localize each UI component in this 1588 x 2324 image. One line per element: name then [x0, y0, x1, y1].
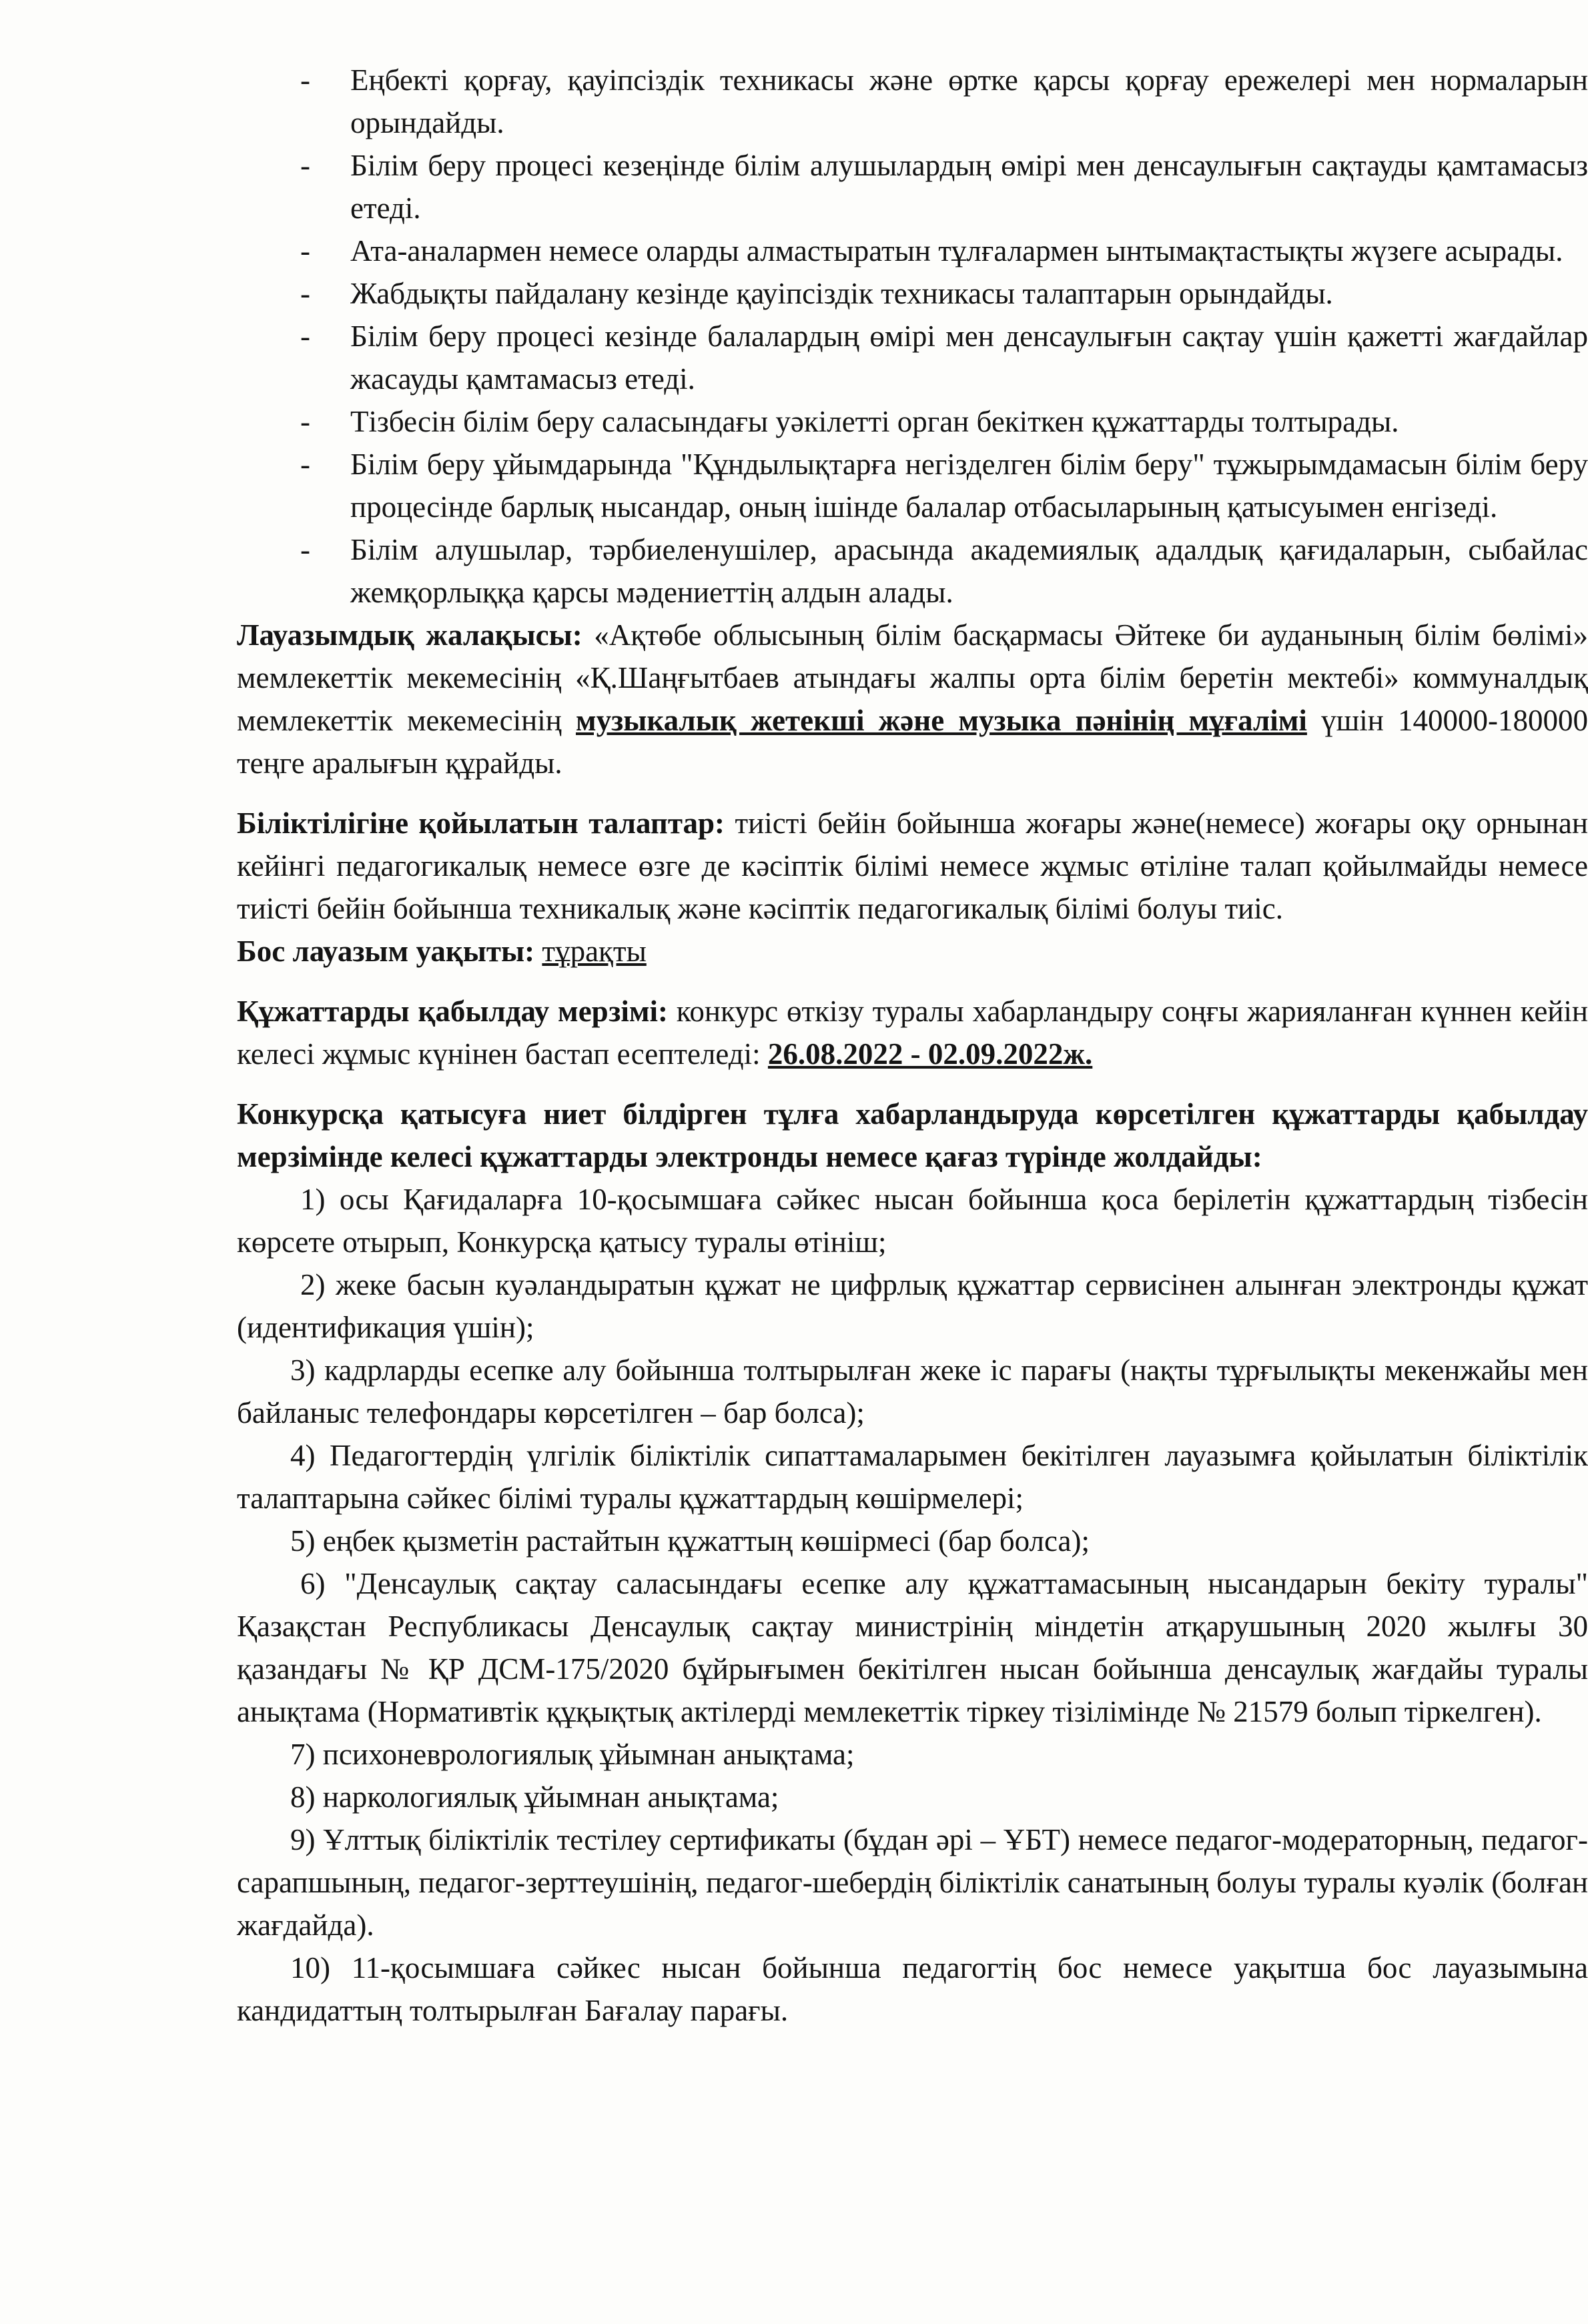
duty-text: Ата-аналармен немесе оларды алмастыратын тұлғалармен ынтымақтастықты жүзеге асырады.	[350, 234, 1563, 267]
bullet-dash: -	[300, 533, 310, 566]
qualification-paragraph	[237, 802, 1588, 930]
list-item: 4) Педагогтердің үлгілік біліктілік сипаттамаларымен бекітілген лауазымға қойылатын біліктілік талаптарына сәйкес білімі туралы құжаттардың көшірмелері;	[237, 1439, 1588, 1515]
bullet-dash: -	[300, 277, 310, 310]
bullet-dash: -	[300, 63, 310, 97]
duty-text: Білім беру ұйымдарында "Құндылықтарға негізделген білім беру" тұжырымдамасын білім беру процесінде барлық нысандар, оның ішінде балалар отбасыларының қатысуымен енгізеді.	[350, 448, 1588, 524]
list-item: 1) осы Қағидаларға 10-қосымшаға сәйкес нысан бойынша қоса берілетін құжаттардың тізбесін көрсете отырып, Конкурсқа қатысу туралы өтініш;	[237, 1183, 1588, 1259]
deadline-paragraph	[237, 990, 1588, 1075]
duty-text: Еңбекті қорғау, қауіпсіздік техникасы және өртке қарсы қорғау ережелері мен нормаларын орындайды.	[350, 63, 1588, 139]
list-item: 5) еңбек қызметін растайтын құжаттың көшірмесі (бар болса);	[290, 1524, 1090, 1558]
duty-text: Білім беру процесі кезінде балалардың өмірі мен денсаулығын сақтау үшін қажетті жағдайлар жасауды қамтамасыз етеді.	[350, 320, 1588, 396]
list-item: 9) Ұлттық біліктілік тестілеу сертификаты (бұдан әрі – ҰБТ) немесе педагог-модераторның, педагог-сарапшының, педагог-зерттеушінің, педагог-шебердің біліктілік санатының болуы туралы куәлік (болған жағдайда).	[237, 1823, 1588, 1942]
list-item	[237, 144, 1588, 229]
list-item: 6) "Денсаулық сақтау саласындағы есепке алу құжаттамасының нысандарын бекіту туралы" Қазақстан Республикасы Денсаулық сақтау министрінің міндетін атқарушының 2020 жылғы 30 қазандағы № ҚР ДСМ-175/2020 бұйрығымен бекітілген нысан бойынша денсаулық жағдайы туралы анықтама (Нормативтік құқықтық актілерді мемлекеттік тіркеу тізілімінде № 21579 болып тіркелген).	[237, 1567, 1588, 1728]
duty-text: Жабдықты пайдалану кезінде қауіпсіздік техникасы талаптарын орындайды.	[350, 277, 1333, 310]
duty-text: Тізбесін білім беру саласындағы уәкілетті орган бекіткен құжаттарды толтырады.	[350, 405, 1399, 438]
list-item: 2) жеке басын куәландыратын құжат не цифрлық құжаттар сервисінен алынған электронды құжат (идентификация үшін);	[237, 1268, 1588, 1344]
vacancy-label: Бос лауазым уақыты:	[237, 935, 535, 968]
duty-text: Білім алушылар, тәрбиеленушілер, арасында академиялық адалдық қағидаларын, сыбайлас жемқорлыққа қарсы мәдениеттің алдын алады.	[350, 533, 1588, 609]
deadline-label: Құжаттарды қабылдау мерзімі:	[237, 995, 668, 1028]
duties-list	[237, 59, 1588, 614]
list-item	[237, 443, 1588, 528]
vacancy-paragraph	[237, 930, 1588, 973]
list-item	[237, 229, 1588, 272]
deadline-text: конкурс өткізу туралы хабарландыру соңғы жарияланған күннен кейін келесі жұмыс күнінен бастап есептеледі:	[237, 995, 1588, 1071]
duty-text: Білім беру процесі кезеңінде білім алушылардың өмірі мен денсаулығын сақтауды қамтамасыз етеді.	[350, 149, 1588, 225]
salary-paragraph	[237, 614, 1588, 784]
list-item: 10) 11-қосымшаға сәйкес нысан бойынша педагогтің бос немесе уақытша бос лауазымына кандидаттың толтырылған Бағалау парағы.	[237, 1951, 1588, 2027]
qualification-text: тиісті бейін бойынша жоғары және(немесе) жоғары оқу орнынан кейінгі педагогикалық немесе өзге де кәсіптік білімі немесе жұмыс өтіліне талап қойылмайды немесе тиісті бейін бойынша техникалық және кәсіптік педагогикалық білімі болуы тиіс.	[237, 806, 1588, 925]
list-item	[237, 400, 1588, 443]
bullet-dash: -	[300, 149, 310, 182]
bullet-dash: -	[300, 234, 310, 267]
deadline-dates: 26.08.2022 - 02.09.2022ж.	[767, 1037, 1093, 1071]
position-title: музыкалық жетекші және музыка пәнінің мұғалімі	[576, 704, 1307, 737]
list-item	[237, 528, 1588, 614]
bullet-dash: -	[300, 448, 310, 481]
document-page	[237, 59, 1588, 2032]
list-item	[237, 272, 1588, 315]
vacancy-value: тұрақты	[542, 935, 647, 968]
salary-tail: үшін 140000-180000 теңге аралығын құрайды.	[237, 704, 1588, 780]
list-item: 7) психоневрологиялық ұйымнан анықтама;	[290, 1738, 855, 1771]
salary-label: Лауазымдық жалақысы:	[237, 618, 582, 652]
salary-text: «Ақтөбе облысының білім басқармасы Әйтеке би ауданының білім бөлімі» мемлекеттік мекемесінің «Қ.Шаңғытбаев атындағы жалпы орта білім беретін мектебі» коммуналдық мемлекеттік мекемесінің	[237, 618, 1588, 737]
bullet-dash: -	[300, 405, 310, 438]
documents-list	[237, 1178, 1588, 2032]
documents-heading: Конкурсқа қатысуға ниет білдірген тұлға хабарландыруда көрсетілген құжаттарды қабылдау мерзімінде келесі құжаттарды электронды немесе қағаз түрінде жолдайды:	[237, 1097, 1588, 1173]
bullet-dash: -	[300, 320, 310, 353]
list-item: 8) наркологиялық ұйымнан анықтама;	[290, 1780, 779, 1814]
list-item	[237, 315, 1588, 400]
qualification-label: Біліктілігіне қойылатын талаптар:	[237, 806, 725, 840]
list-item	[237, 59, 1588, 144]
list-item: 3) кадрларды есепке алу бойынша толтырылған жеке іс парағы (нақты тұрғылықты мекенжайы мен байланыс телефондары көрсетілген – бар болса);	[237, 1353, 1588, 1429]
